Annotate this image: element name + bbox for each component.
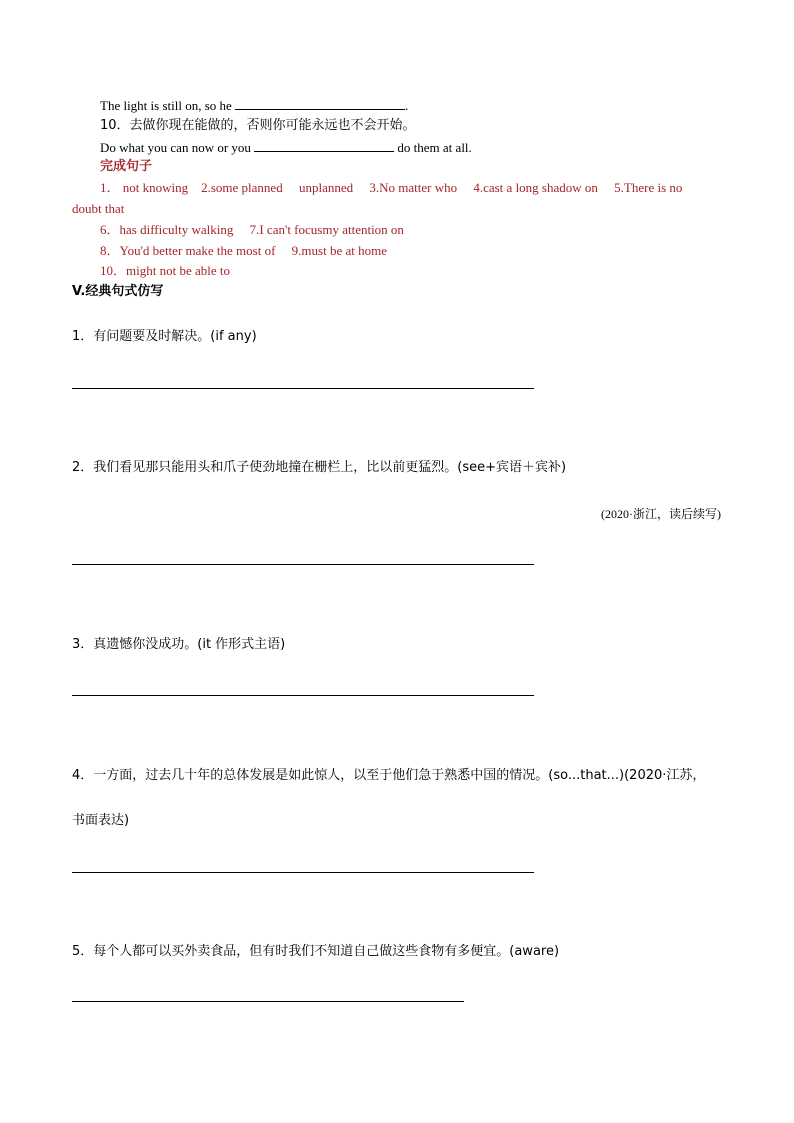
prev-q9-text: The light is still on, so he [100, 98, 232, 113]
prev-q9-line [100, 96, 408, 115]
question-2-source: (2020·浙江，读后续写) [601, 507, 721, 521]
question-5: 5．每个人都可以买外卖食品，但有时我们不知道自己做这些食物有多便宜。(aware) [72, 944, 560, 959]
answer-line-5[interactable] [72, 1001, 464, 1002]
answers-row-1-cont: doubt that [72, 201, 125, 216]
answer-line-1[interactable] [72, 388, 534, 389]
answer-line-2[interactable] [72, 564, 534, 565]
prev-q9-end: . [405, 98, 409, 113]
answers-heading: 完成句子 [100, 159, 153, 174]
prev-q10-chinese: 10．去做你现在能做的，否则你可能永远也不会开始。 [100, 118, 416, 133]
section-title: V.经典句式仿写 [72, 284, 164, 299]
answer-line-3[interactable] [72, 695, 534, 696]
answers-row-2: 6．has difficulty walking 7.I can't focusmy attention on [100, 222, 404, 237]
prev-q10-start: Do what you can now or you [100, 140, 251, 155]
answers-row-4: 10．might not be able to [100, 263, 230, 278]
question-1: 1．有问题要及时解决。(if any) [72, 329, 257, 344]
prev-q10-english [100, 138, 472, 157]
answers-row-3: 8．You'd better make the most of 9.must be at home [100, 243, 387, 258]
answer-blank[interactable] [235, 96, 405, 110]
question-3: 3．真遗憾你没成功。(it 作形式主语) [72, 637, 286, 652]
answer-line-4[interactable] [72, 872, 534, 873]
question-4: 4．一方面，过去几十年的总体发展是如此惊人，以至于他们急于熟悉中国的情况。(so...that...)(2020·江苏， [72, 768, 706, 783]
answers-row-1: 1． not knowing 2.some planned unplanned 3.No matter who 4.cast a long shadow on 5.There is no [100, 180, 683, 195]
question-2: 2．我们看见那只能用头和爪子使劲地撞在栅栏上，比以前更猛烈。(see+宾语＋宾补) [72, 460, 567, 475]
question-4-cont: 书面表达) [72, 813, 130, 828]
answer-blank[interactable] [254, 138, 394, 152]
prev-q10-end: do them at all. [397, 140, 472, 155]
